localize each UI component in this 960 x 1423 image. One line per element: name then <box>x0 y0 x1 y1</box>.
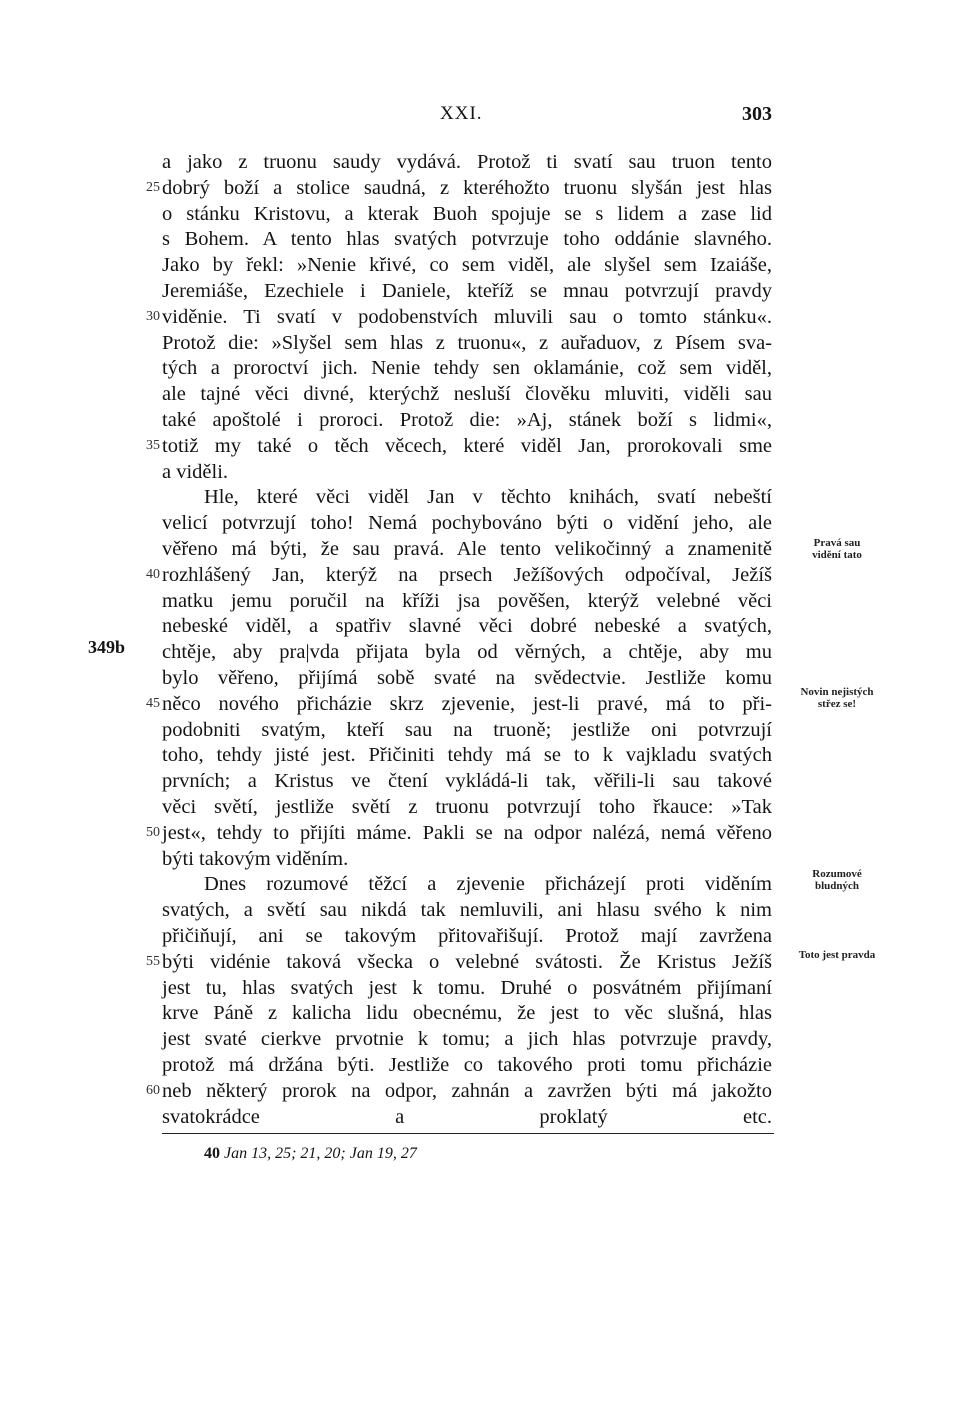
text-line: protož má držána býti. Jestliže co takového proti tomu přicházie <box>162 1054 772 1076</box>
line-number: 45 <box>146 696 160 711</box>
footnote-number: 40 <box>204 1145 220 1162</box>
line-number: 55 <box>146 954 160 969</box>
footnote <box>204 1145 417 1163</box>
text-line: také apoštolé i proroci. Protož die: »Aj, stánek boží s lidmi«, <box>162 409 772 431</box>
text-line: Jeremiáše, Ezechiele i Daniele, kteříž se mnau potvrzují pravdy <box>162 280 772 302</box>
text-line: býti takovým viděním. <box>162 848 349 870</box>
footnote-rule <box>162 1133 774 1134</box>
text-line: jest tu, hlas svatých jest k tomu. Druhé o posvátném přijímaní <box>162 977 772 999</box>
text-line: ale tajné věci divné, kterýchž nesluší člověku mluviti, viděli sau <box>162 383 772 405</box>
line-number: 30 <box>146 309 160 324</box>
text-line: chtěje, aby pra|vda přijata byla od věrných, a chtěje, aby mu <box>162 641 772 663</box>
text-line: jest svaté cierkve prvotnie k tomu; a jich hlas potvrzuje pravdy, <box>162 1028 772 1050</box>
text-line: rozhlášený Jan, kterýž na prsech Ježíšových odpočíval, Ježíš <box>162 564 772 586</box>
text-line: svatých, a světí sau nikdá tak nemluvili, ani hlasu svého k nim <box>162 899 772 921</box>
text-line: matku jemu poručil na kříži jsa pověšen, kterýž velebné věci <box>162 590 772 612</box>
text-line: tých a proroctví jich. Nenie tehdy sen oklamánie, což sem viděl, <box>162 357 772 379</box>
text-line: krve Páně z kalicha lidu obecnému, že jest to věc slušná, hlas <box>162 1002 772 1024</box>
margin-note-line: bludných <box>814 880 860 892</box>
chapter-heading: XXI. <box>440 103 483 124</box>
text-line: nebeské viděl, a spatřiv slavné věci dobré nebeské a svatých, <box>162 615 772 637</box>
text-line: velicí potvrzují toho! Nemá pochybováno býti o vidění jeho, ale <box>162 512 772 534</box>
line-number: 40 <box>146 567 160 582</box>
margin-note <box>782 686 892 710</box>
margin-note <box>782 868 892 892</box>
text-line: totiž my také o těch věcech, které viděl Jan, prorokovali sme <box>162 435 772 457</box>
margin-note <box>772 949 902 961</box>
text-line: dobrý boží a stolice saudná, z kteréhožto truonu slyšán jest hlas <box>162 177 772 199</box>
text-line: věřeno má býti, že sau pravá. Ale tento velikočinný a znamenitě <box>162 538 772 560</box>
margin-note-line: střez se! <box>817 698 857 710</box>
text-line: neb některý prorok na odpor, zahnán a zavržen býti má jakožto <box>162 1080 772 1102</box>
line-number: 50 <box>146 825 160 840</box>
margin-note-line: Rozumové <box>812 868 862 880</box>
margin-note-line: vidění tato <box>812 549 862 561</box>
text-line: prvních; a Kristus ve čtení vykládá-li tak, věřili-li sau takové <box>162 770 772 792</box>
text-line: svatokrádce a proklatý etc. <box>162 1106 772 1128</box>
text-line: viděnie. Ti svatí v podobenstvích mluvili sau o tomto stánku«. <box>162 306 772 328</box>
text-line: bylo věřeno, přijímá sobě svaté na svědectvie. Jestliže komu <box>162 667 772 689</box>
footnote-reference: Jan 13, 25; 21, 20; Jan 19, 27 <box>224 1145 417 1162</box>
margin-note-line: Pravá sau <box>813 537 861 549</box>
margin-note-line: Toto jest pravda <box>798 949 876 961</box>
text-line: s Bohem. A tento hlas svatých potvrzuje toho oddánie slavného. <box>162 228 772 250</box>
text-line: toho, tehdy jisté jest. Přičiniti tehdy má se to k vajkladu svatých <box>162 744 772 766</box>
text-line: věci světí, jestliže světí z truonu potvrzují toho řkauce: »Tak <box>162 796 772 818</box>
text-line: o stánku Kristovu, a kterak Buoh spojuje se s lidem a zase lid <box>162 203 772 225</box>
text-line: Dnes rozumové těžcí a zjevenie přicházejí proti viděním <box>204 873 772 895</box>
text-line: něco nového přicházie skrz zjevenie, jest-li pravé, má to při- <box>162 693 772 715</box>
text-line: Hle, které věci viděl Jan v těchto knihách, svatí nebeští <box>204 486 772 508</box>
folio-mark: 349b <box>88 637 126 657</box>
line-number: 35 <box>146 438 160 453</box>
text-line: a viděli. <box>162 461 229 483</box>
text-line: Jako by řekl: »Nenie křivé, co sem viděl, ale slyšel sem Izaiáše, <box>162 254 772 276</box>
text-line: jest«, tehdy to přijíti máme. Pakli se na odpor nalézá, nemá věřeno <box>162 822 772 844</box>
text-line: býti vidénie taková všecka o velebné svátosti. Že Kristus Ježíš <box>162 951 772 973</box>
margin-note-line: Novin nejistých <box>800 686 874 698</box>
text-line: podobniti svatým, kteří sau na truoně; jestliže oni potvrzují <box>162 719 772 741</box>
text-line: a jako z truonu saudy vydává. Protož ti svatí sau truon tento <box>162 151 772 173</box>
text-line: Protož die: »Slyšel sem hlas z truonu«, z auřaduov, z Písem sva- <box>162 332 772 354</box>
text-line: přičiňují, ani se takovým přitovařišují. Protož mají zavržena <box>162 925 772 947</box>
line-number: 25 <box>146 180 160 195</box>
running-header <box>0 103 960 129</box>
line-number: 60 <box>146 1083 160 1098</box>
page-number: 303 <box>742 103 772 125</box>
margin-note <box>782 537 892 561</box>
